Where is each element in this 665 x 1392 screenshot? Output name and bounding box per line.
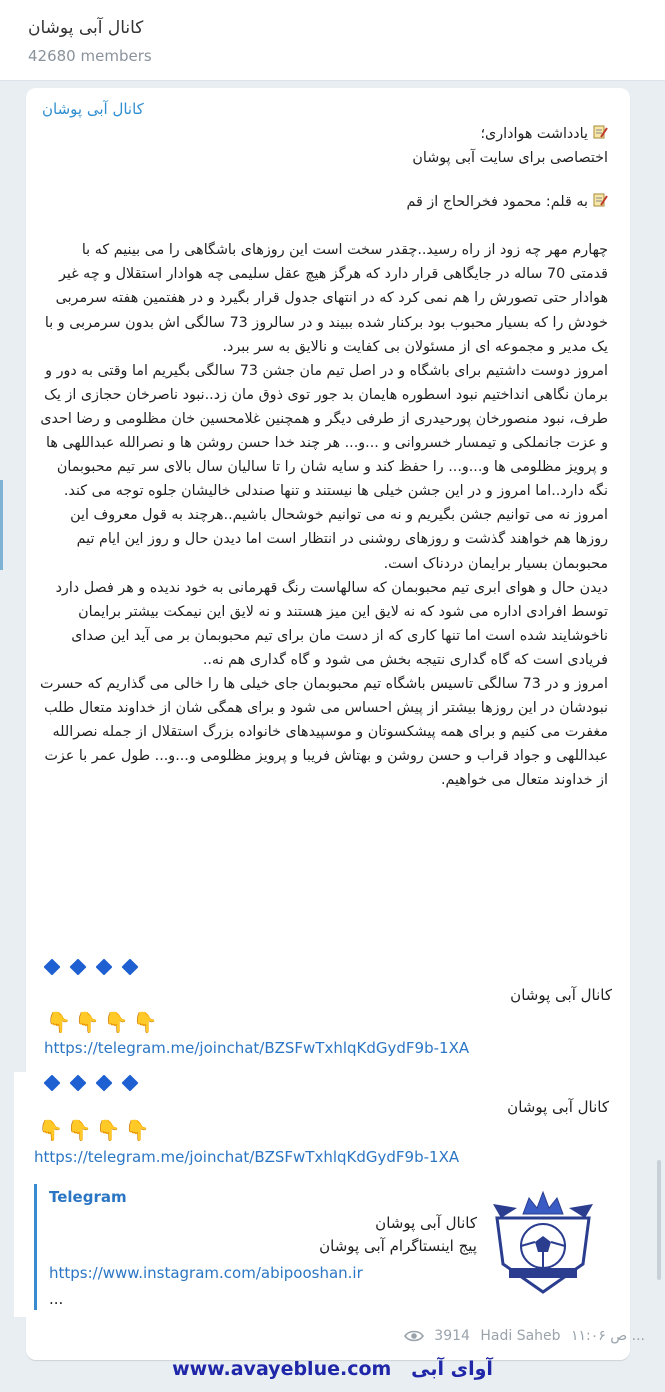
note-title: یادداشت هواداری؛ (480, 126, 588, 142)
blue-diamond-icon (70, 1075, 87, 1092)
chat-header[interactable] (0, 0, 665, 81)
paragraph: امروز دوست داشتیم برای باشگاه و در اصل تیم مان جشن 73 سالگی بگیریم اما وقتی به دور و برمان نگاهی انداختیم نبود اسطوره هایمان بد جور توی ذوق مان زد..نبود ناصرخان حجازی از یک طرف، نبود منصورخان پورحیدری از طرفی دیگر و همچنین غلامحسین خان مظلومی و رضا احدی و عزت جانملکی و تیمسار خسروانی و ...و... هر چند خدا حسن روشن ها و نصرالله عبداللهی ها و پرویز مظلومی ها و...و... را حفظ کند و سایه شان را تا سالیان سال بالای سر تیم محبوبمان نگه دارد..اما امروز و در این جشن خیلی ها نیستند و تنها صندلی خالیشان جلوه توجه می کند. (40, 362, 608, 500)
member-count: 42680 members (28, 47, 152, 65)
eye-icon (404, 1329, 424, 1343)
exclusive-line: اختصاصی برای سایت آبی پوشان (412, 150, 608, 167)
watermark-brand: آوای آبی (411, 1358, 493, 1380)
signature-2: کانال آبی پوشان (507, 1098, 609, 1116)
blue-diamond-icon (122, 1075, 139, 1092)
paragraph: امروز و در 73 سالگی تاسیس باشگاه تیم محبوبمان جای خیلی ها را خالی می گذاریم که حسرت نبودشان در این روزها بیشتر از پیش احساس می شود و برای همگی شان از خداوند متعال طلب مغفرت می کنیم و برای همه پیشکسوتان و موسپیدهای خانواده بزرگ استقلال از جمله نصرالله عبداللهی و جواد قراب و حسن روشن و بهتاش فریبا و پرویز مظلومی و...و... طول عمر با عزت از خداوند متعال می خواهیم. (40, 675, 608, 789)
site-watermark (0, 1358, 665, 1392)
join-link-2[interactable]: https://telegram.me/joinchat/BZSFwTxhlqKdGydF9b-1XA (34, 1148, 460, 1166)
blue-diamond-icon (122, 959, 139, 976)
signature: کانال آبی پوشان (510, 986, 612, 1004)
diamond-row-2 (46, 1074, 150, 1093)
blue-diamond-icon (44, 959, 61, 976)
message-author[interactable]: کانال آبی پوشان (42, 100, 144, 118)
post-time: ص ۱۱:۰۶ ... (571, 1328, 645, 1344)
memo-icon (592, 124, 608, 140)
author-line (40, 190, 608, 214)
paragraph: چهارم مهر چه زود از راه رسید..چقدر سخت است این روزهای باشگاهی را می بینیم که با قدمتی 70 ساله در جایگاهی قرار دارد که هرگز هیچ عقل سلیمی چه هوادار استقلال و چه غیر هوادار حتی تصورش را هم نمی کرد که در انتهای جدول قرار بگیرد و در هفتمین هفته سرمربی خودش را که بسیار محبوب بود برکنار شده ببیند و در سالروز 73 سالگی اش بدون سرمربی و با یک مدیر و مجموعه ای از مسئولان بی کفایت و نالایق به سر ببرد. (44, 242, 608, 355)
chat-title[interactable]: کانال آبی پوشان (28, 18, 144, 38)
paragraph: دیدن حال و هوای ابری تیم محبوبمان که سالهاست رنگ قهرمانی به خود ندیده و هر فصل دارد توسط افرادی اداره می شود که نه لایق این میز هستند و نه لایق این نیمکت بیشتر برایمان ناخوشایند شده است اما تنها کاری که از دست مان برای تیم محبوبمان بر می آید این صدای فریادی است که گاه گداری نتیجه بخش می شود و گاه گداری هم نه.. (55, 579, 608, 668)
pointing-down-icons: 👇👇👇👇 (46, 1010, 162, 1034)
pointing-down-icons-2: 👇👇👇👇 (38, 1118, 154, 1142)
memo-icon (592, 192, 608, 208)
post-author: Hadi Saheb (480, 1328, 561, 1344)
preview-title: کانال آبی پوشان (375, 1214, 477, 1232)
side-accent (0, 480, 3, 570)
message-text (40, 122, 608, 792)
channel-logo-icon (487, 1184, 599, 1296)
diamond-row (46, 958, 150, 977)
watermark-url[interactable]: www.avayeblue.com (172, 1358, 392, 1380)
blue-diamond-icon (44, 1075, 61, 1092)
note-line (40, 122, 608, 146)
scrollbar[interactable] (657, 1160, 661, 1280)
link-preview[interactable] (34, 1184, 617, 1310)
blue-diamond-icon (70, 959, 87, 976)
view-count: 3914 (434, 1328, 470, 1344)
preview-site-name: Telegram (49, 1188, 127, 1206)
preview-more: ... (49, 1290, 64, 1308)
message-meta (404, 1328, 645, 1344)
paragraph: امروز نه می توانیم جشن بگیریم و نه می توانیم خوشحال باشیم..هرچند به قول معروف این روزها هم خواهند گذشت و روزهای روشنی در انتظار است اما دیدن حال و روز این ایام تیم محبوبمان بسیار برایمان دردناک است. (70, 507, 608, 572)
instagram-link[interactable]: https://www.instagram.com/abipooshan.ir (49, 1264, 363, 1282)
blue-diamond-icon (96, 1075, 113, 1092)
author-credit: به قلم: محمود فخرالحاج از قم (406, 194, 588, 211)
preview-description: پیج اینستاگرام آبی پوشان (319, 1237, 477, 1255)
blue-diamond-icon (96, 959, 113, 976)
join-link[interactable]: https://telegram.me/joinchat/BZSFwTxhlqKdGydF9b-1XA (44, 1039, 470, 1057)
